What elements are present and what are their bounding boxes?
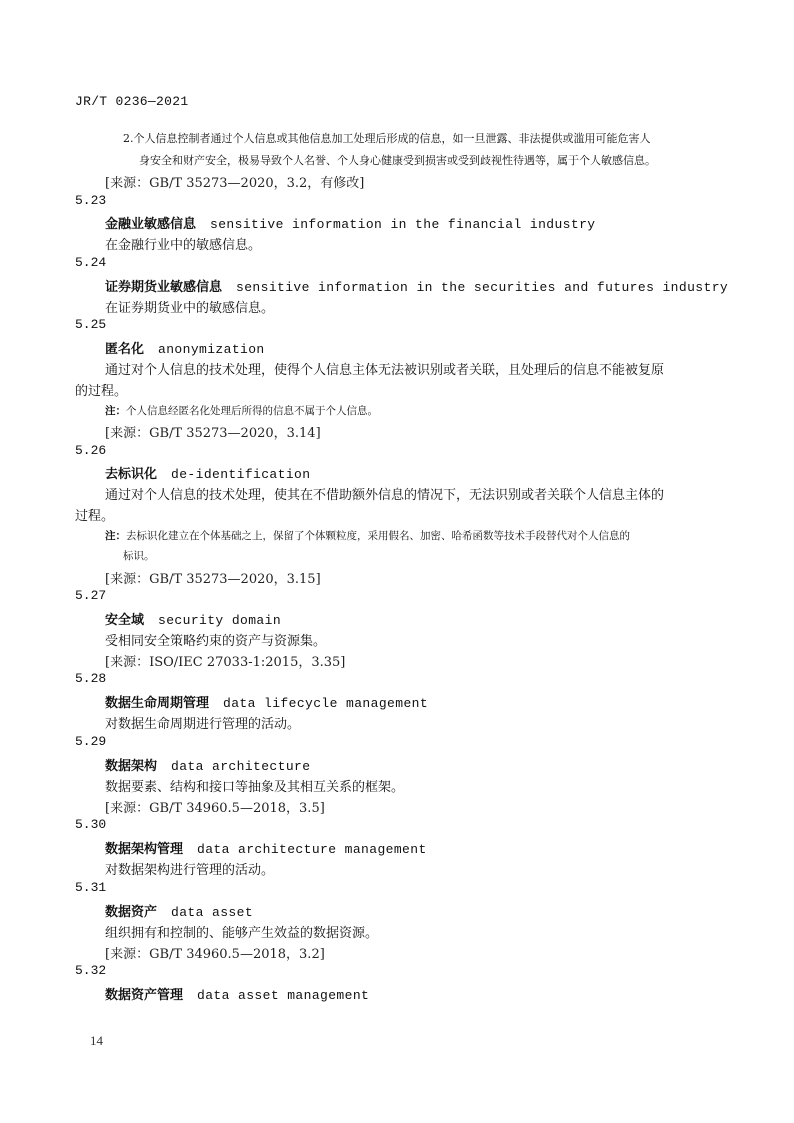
clause-number: 5.26 xyxy=(75,443,107,458)
clause-number: 5.29 xyxy=(75,734,107,749)
term-english: de-identification xyxy=(171,467,311,482)
term-chinese: 金融业敏感信息 xyxy=(105,217,197,232)
term-heading xyxy=(105,276,728,295)
term-chinese: 数据架构管理 xyxy=(105,842,184,857)
term-heading xyxy=(105,338,265,357)
term-definition: 在金融行业中的敏感信息。 xyxy=(105,238,262,253)
note-label: 注： xyxy=(105,530,126,542)
term-definition: 对数据架构进行管理的活动。 xyxy=(105,863,275,878)
term-heading xyxy=(105,609,281,628)
term-english: anonymization xyxy=(158,342,265,357)
note-text-cont: 标识。 xyxy=(123,550,155,562)
term-chinese: 数据资产 xyxy=(105,905,158,920)
term-heading xyxy=(105,838,427,857)
term-chinese: 证券期货业敏感信息 xyxy=(105,280,223,295)
list-item-2-line1: 2.个人信息控制者通过个人信息或其他信息加工处理后形成的信息，如一旦泄露、非法提供或滥用可能危害人 xyxy=(123,132,651,145)
term-chinese: 数据生命周期管理 xyxy=(105,696,210,711)
term-definition: 数据要素、结构和接口等抽象及其相互关系的框架。 xyxy=(105,780,405,795)
note-label: 注： xyxy=(105,405,126,417)
clause-number: 5.27 xyxy=(75,588,107,603)
note xyxy=(105,403,378,418)
clause-number: 5.30 xyxy=(75,817,107,832)
term-chinese: 数据架构 xyxy=(105,759,158,774)
term-english: security domain xyxy=(158,613,282,628)
term-english: data asset xyxy=(171,905,254,920)
standard-code-header: JR/T 0236—2021 xyxy=(75,94,189,109)
term-definition: 通过对个人信息的技术处理，使其在不借助额外信息的情况下，无法识别或者关联个人信息主体的 xyxy=(105,488,665,503)
clause-number: 5.25 xyxy=(75,317,107,332)
note xyxy=(105,528,630,543)
term-english: sensitive information in the securities and futures industry xyxy=(236,280,729,295)
clause-number: 5.32 xyxy=(75,963,107,978)
page-number: 14 xyxy=(90,1033,103,1048)
term-chinese: 去标识化 xyxy=(105,467,158,482)
term-definition: 通过对个人信息的技术处理，使得个人信息主体无法被识别或者关联，且处理后的信息不能被复原 xyxy=(105,363,665,378)
term-english: sensitive information in the financial industry xyxy=(210,217,596,232)
term-chinese: 匿名化 xyxy=(105,342,145,357)
term-heading xyxy=(105,984,369,1003)
term-english: data lifecycle management xyxy=(223,696,429,711)
term-definition-cont: 的过程。 xyxy=(75,384,128,399)
list-item-2-line2: 身安全和财产安全，极易导致个人名誉、个人身心健康受到损害或受到歧视性待遇等，属于个人敏感信息。 xyxy=(139,154,656,167)
term-english: data architecture management xyxy=(197,842,427,857)
term-definition: 在证券期货业中的敏感信息。 xyxy=(105,301,275,316)
term-heading xyxy=(105,692,428,711)
term-chinese: 安全域 xyxy=(105,613,145,628)
clause-number: 5.23 xyxy=(75,193,107,208)
term-definition: 受相同安全策略约束的资产与资源集。 xyxy=(105,634,327,649)
term-definition: 对数据生命周期进行管理的活动。 xyxy=(105,717,301,732)
term-chinese: 数据资产管理 xyxy=(105,988,184,1003)
term-definition-cont: 过程。 xyxy=(75,509,115,524)
clause-number: 5.24 xyxy=(75,255,107,270)
source-reference: [来源：GB/T 35273—2020，3.2，有修改] xyxy=(105,176,365,191)
term-heading xyxy=(105,463,310,482)
clause-number: 5.28 xyxy=(75,671,107,686)
term-english: data asset management xyxy=(197,988,370,1003)
note-text: 个人信息经匿名化处理后所得的信息不属于个人信息。 xyxy=(126,405,378,417)
term-heading xyxy=(105,755,310,774)
term-definition: 组织拥有和控制的、能够产生效益的数据资源。 xyxy=(105,926,379,941)
clause-number: 5.31 xyxy=(75,880,107,895)
source-reference: [来源：GB/T 34960.5—2018，3.2] xyxy=(105,947,325,962)
source-reference: [来源：ISO/IEC 27033-1:2015，3.35] xyxy=(105,655,346,670)
note-text: 去标识化建立在个体基础之上，保留了个体颗粒度，采用假名、加密、哈希函数等技术手段替代对个人信息的 xyxy=(126,530,630,542)
source-reference: [来源：GB/T 35273—2020，3.14] xyxy=(105,426,321,441)
source-reference: [来源：GB/T 35273—2020，3.15] xyxy=(105,572,321,587)
term-english: data architecture xyxy=(171,759,311,774)
term-heading xyxy=(105,213,595,232)
source-reference: [来源：GB/T 34960.5—2018，3.5] xyxy=(105,801,325,816)
term-heading xyxy=(105,901,253,920)
